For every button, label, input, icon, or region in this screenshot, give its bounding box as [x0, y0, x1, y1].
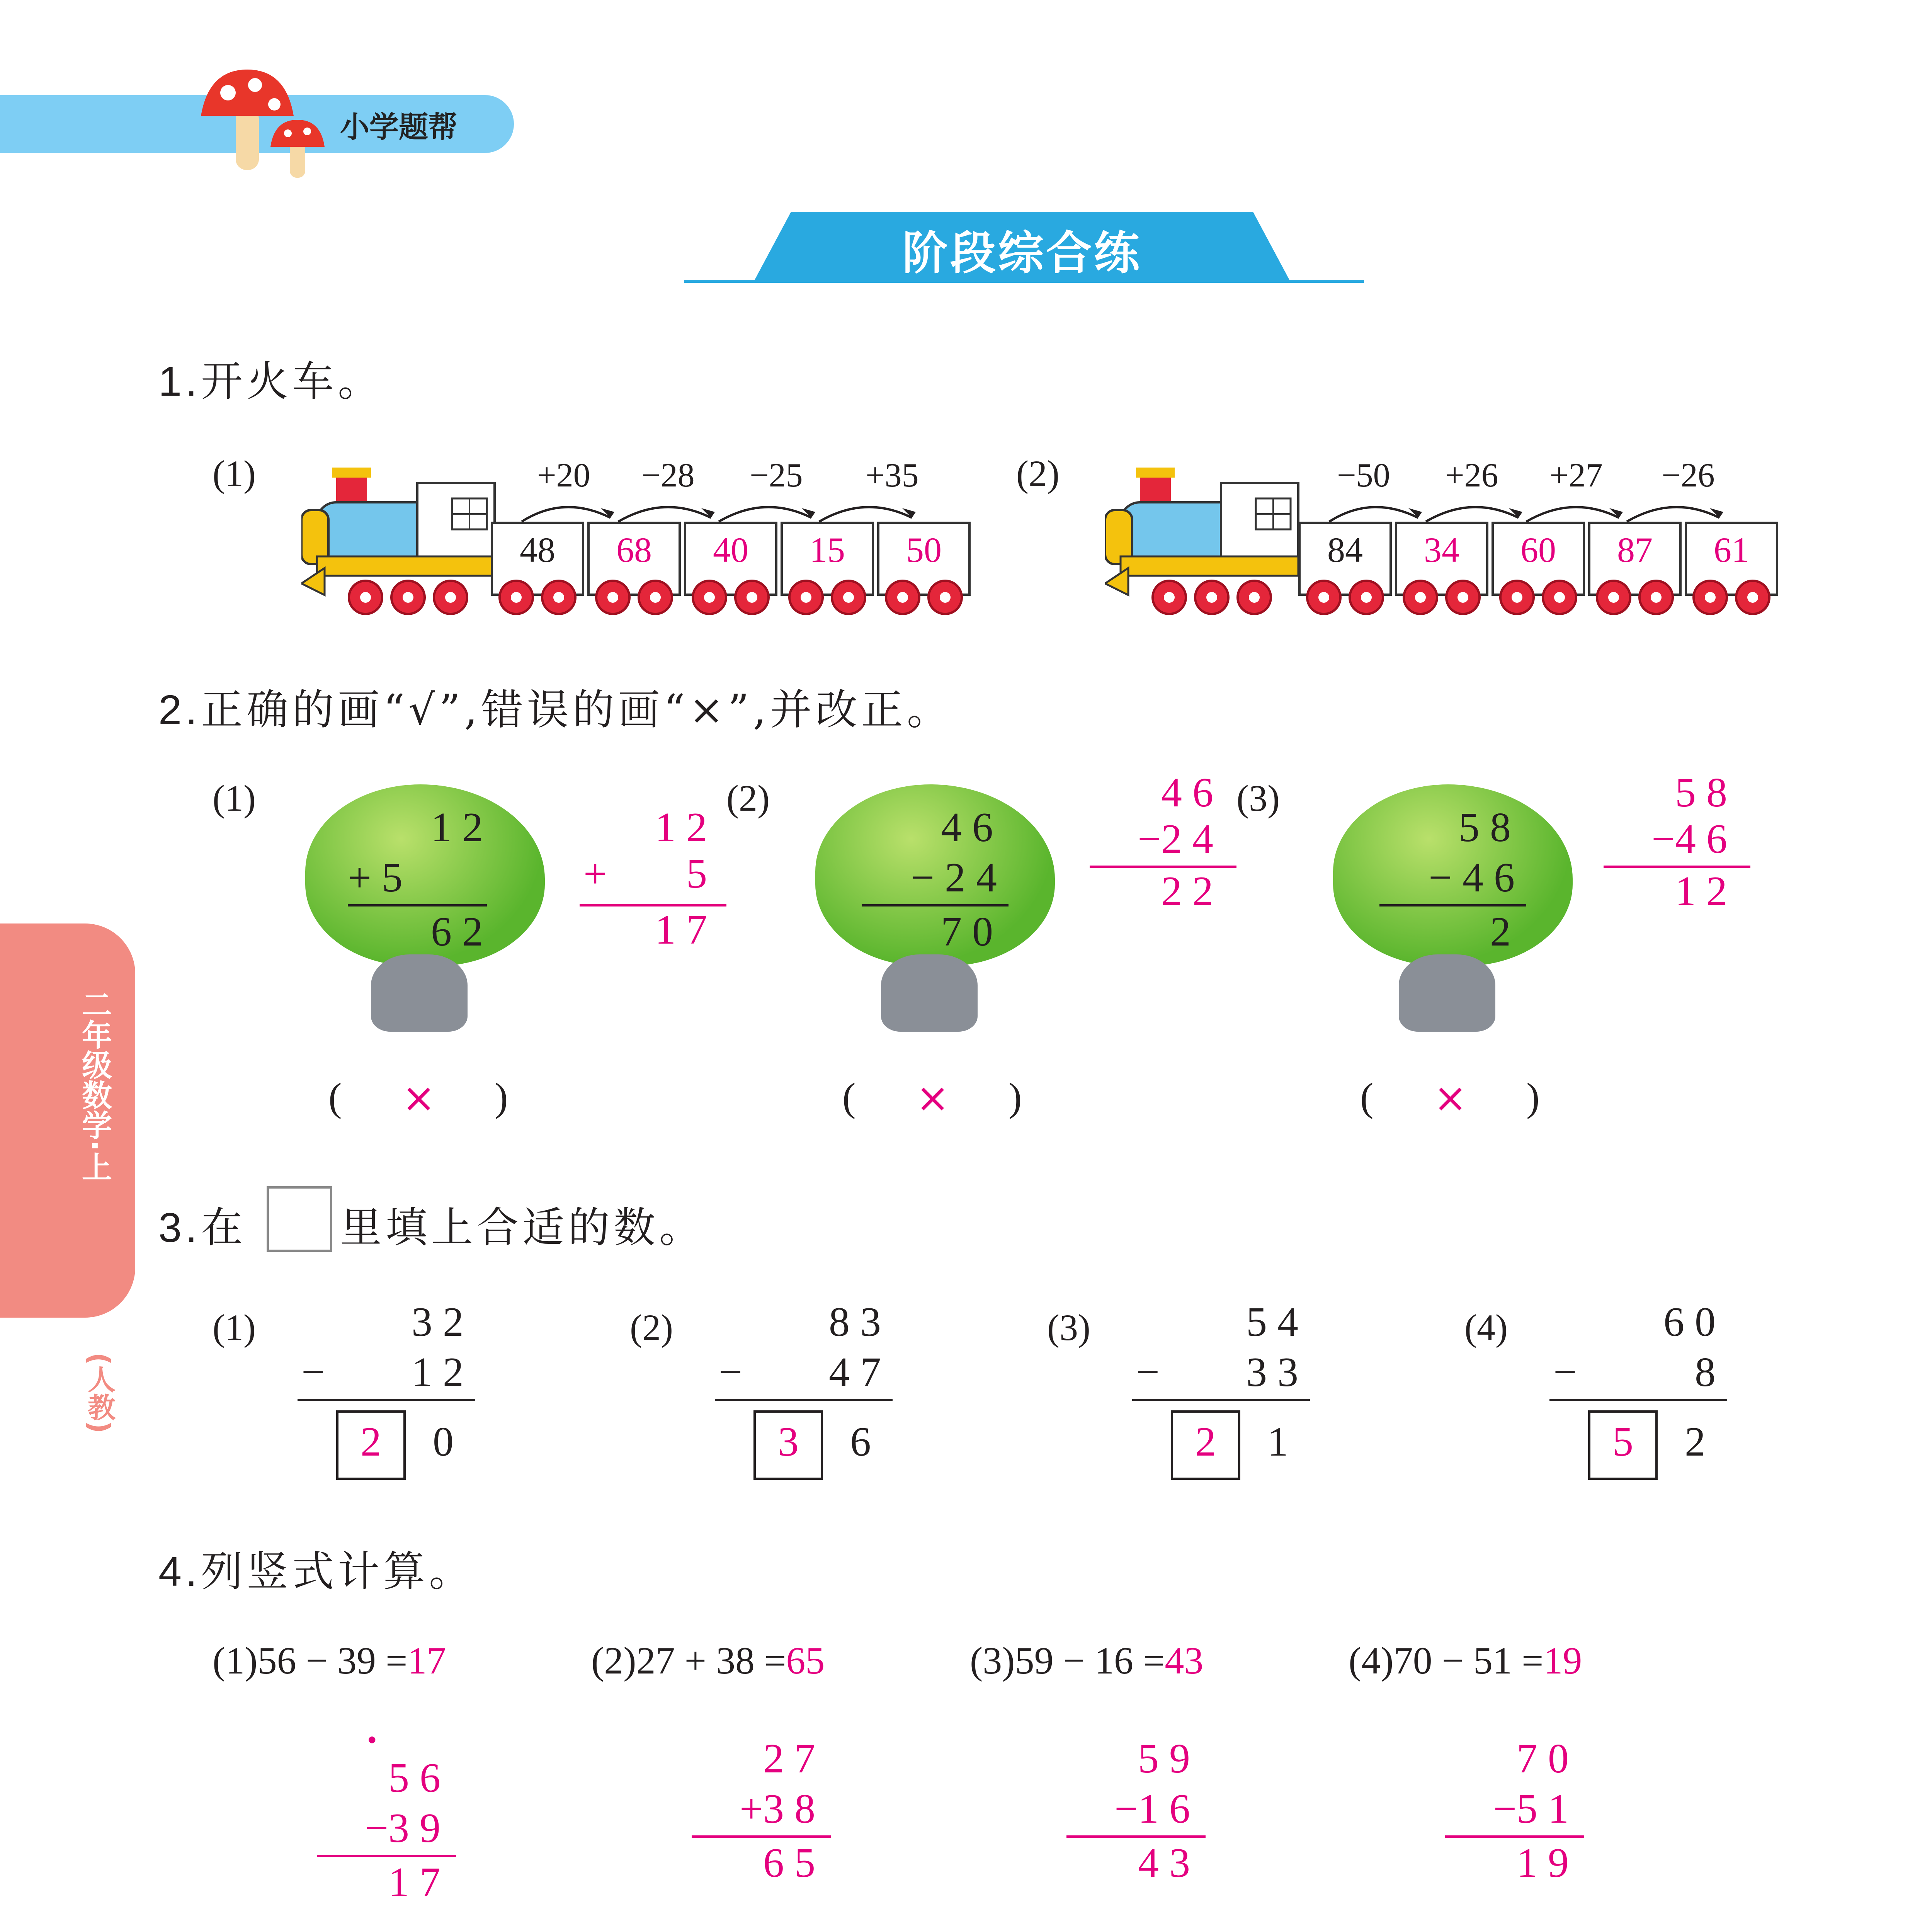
- wheel: [1692, 580, 1728, 615]
- wagon-value: 48: [520, 530, 555, 570]
- subtrahend: 1 2: [412, 1349, 464, 1395]
- vertical-rule: [1066, 1835, 1206, 1838]
- tree-line: + 5: [348, 855, 403, 901]
- answer-paren-open: (: [1360, 1075, 1374, 1119]
- wagon-value: 68: [616, 530, 652, 570]
- wheel: [1735, 580, 1770, 615]
- wagon-value: 61: [1714, 530, 1749, 570]
- train-2-arrows: [1321, 491, 1770, 526]
- equation: [213, 1638, 446, 1683]
- vertical-line: 1 9: [1517, 1840, 1569, 1886]
- vertical-line: 1 7: [388, 1859, 440, 1905]
- correction-line: −4 6: [1651, 816, 1727, 862]
- answer-paren-open: (: [842, 1075, 856, 1119]
- rule: [1549, 1399, 1727, 1401]
- mushroom-logo-icon: [193, 62, 340, 178]
- equation-answer[interactable]: 19: [1543, 1639, 1582, 1682]
- subtrahend: 4 7: [829, 1349, 881, 1395]
- correction-line: 4 6: [1161, 770, 1213, 816]
- q3-item-label: (2): [630, 1307, 673, 1348]
- q2-item-label: (2): [726, 777, 770, 819]
- train-op: −28: [641, 457, 695, 494]
- tree-line: 7 0: [941, 909, 993, 955]
- wheel: [831, 580, 866, 615]
- correction-line: 1 2: [1675, 868, 1727, 914]
- wagon-value: 84: [1327, 530, 1363, 570]
- rule: [715, 1399, 893, 1401]
- minuend: 3 2: [412, 1299, 464, 1345]
- tree-line: 2: [1490, 909, 1511, 955]
- answer-mark[interactable]: ×: [916, 1074, 950, 1121]
- units-digit: 6: [850, 1419, 871, 1465]
- question-number: 2.: [158, 686, 201, 733]
- answer-paren-close: ): [1009, 1075, 1022, 1119]
- wagon-value: 40: [713, 530, 748, 570]
- wheel: [348, 580, 383, 615]
- correction-line: 1 7: [655, 907, 707, 953]
- wheel: [1596, 580, 1631, 615]
- wheel: [692, 580, 727, 615]
- vertical-line: 6 5: [763, 1840, 815, 1886]
- tree-rule: [862, 904, 1009, 906]
- tree-line: 4 6: [941, 804, 993, 850]
- borrow-dot: •: [365, 1727, 379, 1754]
- wagon-value: 15: [810, 530, 845, 570]
- wheel: [1445, 580, 1481, 615]
- vertical-line: −1 6: [1114, 1786, 1190, 1832]
- wagon-value: 50: [906, 530, 942, 570]
- train-op: −26: [1662, 457, 1715, 494]
- question-number: 1.: [158, 358, 201, 405]
- correction-line: 1 2: [655, 804, 707, 850]
- grade-label: 二年级数学·上: [77, 989, 112, 1182]
- q2-item-label: (3): [1236, 777, 1280, 819]
- box-value: 2: [1195, 1419, 1216, 1465]
- tree-rule: [348, 904, 487, 906]
- answer-paren-close: ): [1526, 1075, 1540, 1119]
- equation: [970, 1638, 1203, 1683]
- correction-line: +: [583, 851, 607, 897]
- vertical-rule: [317, 1855, 456, 1857]
- blank-box-icon: [267, 1186, 332, 1252]
- train-op: +27: [1549, 457, 1603, 494]
- equation-expr: (3)59 − 16 =: [970, 1639, 1165, 1682]
- question-text: 列竖式计算。: [201, 1548, 475, 1596]
- vertical-line: 4 3: [1138, 1840, 1190, 1886]
- vertical-line: 5 6: [388, 1755, 440, 1801]
- box-value: 2: [361, 1419, 381, 1465]
- wheel: [788, 580, 824, 615]
- minus-sign: −: [719, 1349, 742, 1395]
- wheel: [541, 580, 577, 615]
- train-op: −50: [1337, 457, 1390, 494]
- grade-tab: [0, 923, 135, 1318]
- answer-paren-open: (: [328, 1075, 342, 1119]
- trunk-icon: [1399, 954, 1495, 1032]
- minus-sign: −: [1553, 1349, 1577, 1395]
- wheel: [595, 580, 631, 615]
- edition-label: (人教): [83, 1352, 116, 1434]
- box-value: 5: [1612, 1419, 1633, 1465]
- q3-item-label: (1): [213, 1307, 256, 1348]
- wheel: [927, 580, 963, 615]
- train-2-label: (2): [1016, 453, 1060, 494]
- question-text: 正确的画“√”,错误的画“×”,并改正。: [201, 686, 952, 734]
- equation-answer[interactable]: 17: [407, 1639, 446, 1682]
- wheel: [433, 580, 468, 615]
- wagon-value: 34: [1424, 530, 1459, 570]
- subtrahend: 8: [1695, 1349, 1716, 1395]
- correction-line: −2 4: [1138, 816, 1213, 862]
- minuend: 8 3: [829, 1299, 881, 1345]
- wheel: [638, 580, 673, 615]
- trunk-icon: [371, 954, 468, 1032]
- units-digit: 1: [1267, 1419, 1288, 1465]
- question-2-heading: [158, 676, 952, 736]
- tree-line: 5 8: [1459, 804, 1511, 850]
- tree-line: − 2 4: [911, 855, 997, 901]
- wheel: [1638, 580, 1674, 615]
- q3-item-label: (3): [1047, 1307, 1090, 1348]
- minus-sign: −: [1136, 1349, 1160, 1395]
- question-number: 3.: [158, 1204, 201, 1251]
- question-text: 在: [201, 1204, 247, 1252]
- subtrahend: 3 3: [1246, 1349, 1298, 1395]
- question-4-heading: [158, 1538, 474, 1598]
- train-op: +26: [1445, 457, 1498, 494]
- page-title: 阶段综合练: [902, 226, 1142, 280]
- tree-line: − 4 6: [1429, 855, 1515, 901]
- wheel: [1349, 580, 1384, 615]
- train-op: +35: [866, 457, 919, 494]
- answer-paren-close: ): [495, 1075, 508, 1119]
- wheel: [885, 580, 920, 615]
- wheel: [498, 580, 534, 615]
- vertical-line: 2 7: [763, 1736, 815, 1782]
- tree-line: 1 2: [431, 804, 483, 850]
- train-1-label: (1): [213, 453, 256, 494]
- correction-line: 2 2: [1161, 868, 1213, 914]
- vertical-line: −3 9: [365, 1805, 440, 1851]
- equation: [1349, 1638, 1582, 1683]
- question-text: 开火车。: [201, 357, 384, 406]
- brand-name: 小学题帮: [340, 110, 457, 144]
- q3-item-label: (4): [1464, 1307, 1508, 1348]
- box-value: 3: [778, 1419, 799, 1465]
- wheel: [1236, 580, 1272, 615]
- wheel: [390, 580, 426, 615]
- rule: [298, 1399, 475, 1401]
- equation-expr: (1)56 − 39 =: [213, 1639, 408, 1682]
- question-3-heading: [158, 1194, 247, 1254]
- vertical-line: −5 1: [1493, 1786, 1569, 1832]
- units-digit: 0: [433, 1419, 454, 1465]
- equation-expr: (4)70 − 51 =: [1349, 1639, 1544, 1682]
- q2-item-label: (1): [213, 777, 256, 819]
- vertical-rule: [692, 1835, 831, 1838]
- wheel: [1151, 580, 1187, 615]
- answer-mark[interactable]: ×: [402, 1074, 436, 1121]
- correction-line: 5: [686, 851, 707, 897]
- vertical-line: 5 9: [1138, 1736, 1190, 1782]
- rule: [1132, 1399, 1310, 1401]
- tree-rule: [1379, 904, 1526, 906]
- question-number: 4.: [158, 1548, 201, 1595]
- units-digit: 2: [1685, 1419, 1706, 1465]
- minuend: 5 4: [1246, 1299, 1298, 1345]
- tree-line: 6 2: [431, 909, 483, 955]
- wagon-value: 60: [1520, 530, 1556, 570]
- wheel: [1542, 580, 1577, 615]
- equation-expr: (2)27 + 38 =: [591, 1639, 786, 1682]
- train-op: −25: [750, 457, 803, 494]
- trunk-icon: [881, 954, 978, 1032]
- wheel: [1194, 580, 1230, 615]
- vertical-rule: [1445, 1835, 1584, 1838]
- equation: [591, 1638, 825, 1683]
- minus-sign: −: [301, 1349, 325, 1395]
- wheel: [734, 580, 770, 615]
- minuend: 6 0: [1663, 1299, 1716, 1345]
- wheel: [1499, 580, 1535, 615]
- vertical-line: +3 8: [740, 1786, 815, 1832]
- question-1-heading: [158, 348, 383, 408]
- equation-answer[interactable]: 65: [786, 1639, 825, 1682]
- correction-line: 5 8: [1675, 770, 1727, 816]
- vertical-line: 7 0: [1517, 1736, 1569, 1782]
- answer-mark[interactable]: ×: [1434, 1074, 1468, 1121]
- train-op: +20: [537, 457, 590, 494]
- wheel: [1403, 580, 1438, 615]
- wagon-value: 87: [1617, 530, 1653, 570]
- train-1-arrows: [514, 491, 962, 526]
- question-3-heading-rest: 里填上合适的数。: [340, 1204, 705, 1252]
- equation-answer[interactable]: 43: [1165, 1639, 1204, 1682]
- wheel: [1306, 580, 1342, 615]
